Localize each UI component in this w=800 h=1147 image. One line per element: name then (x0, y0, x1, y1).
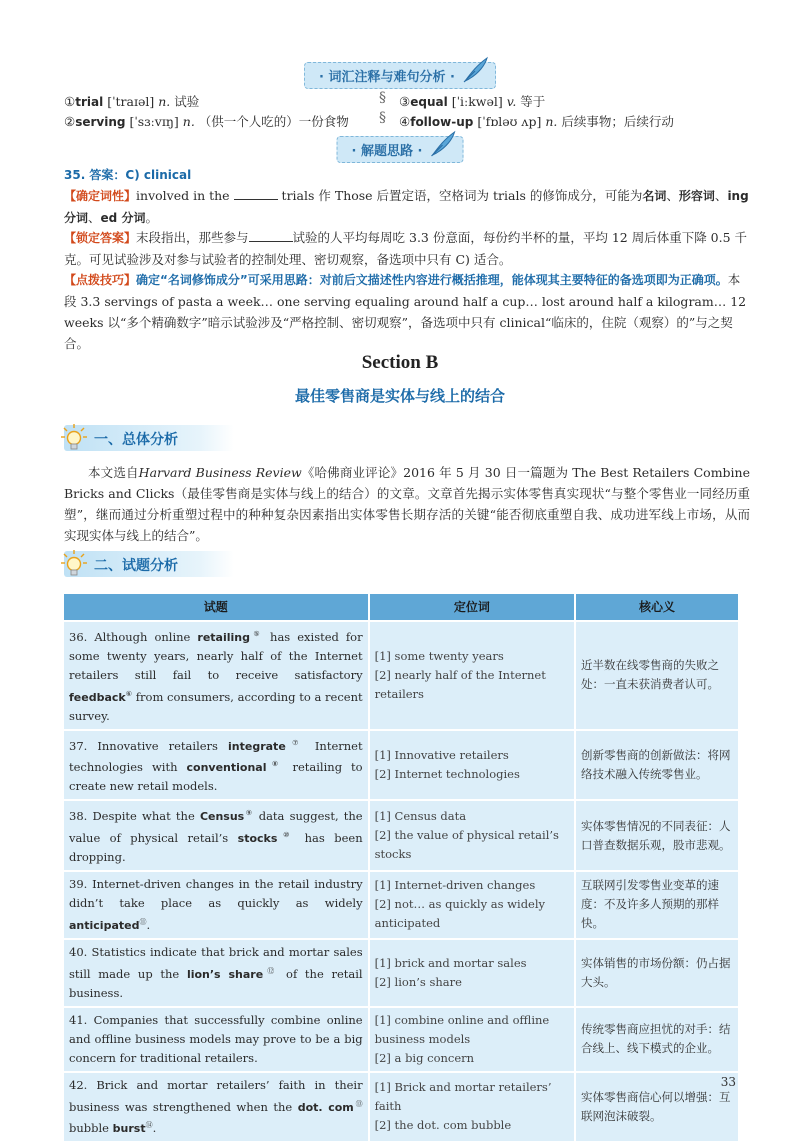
question-text: has existed for some twenty years, nearly half of the Internet retailers still fail to receive satisfactory (69, 629, 363, 682)
lightbulb-icon (60, 549, 88, 579)
vocab-keyword: Census (199, 810, 245, 824)
binding-icon: § (379, 90, 386, 106)
core-meaning-cell: 实体零售商信心何以增强：互联网泡沫破裂。 (575, 1072, 739, 1143)
locator-item: [2] a big concern (374, 1050, 475, 1065)
question-cell (63, 800, 369, 871)
question-text: bubble (69, 1121, 113, 1136)
note-marker: ⑫ (263, 966, 279, 975)
text: 、 (714, 188, 728, 203)
locator-cell (369, 800, 575, 871)
core-meaning-cell: 实体零售情况的不同表征：人口普查数据乐观，股市悲观。 (575, 800, 739, 871)
vocab-banner (304, 62, 496, 89)
vocab-entry (64, 112, 349, 130)
locator-item: [1] combine online and offline business models (374, 1012, 550, 1046)
note-marker: ⑤ (249, 630, 264, 638)
overview-paragraph (64, 462, 750, 546)
answer-line (64, 164, 750, 186)
core-meaning-cell: 创新零售商的创新做法：将网络技术融入传统零售业。 (575, 730, 739, 801)
blank-line (234, 187, 278, 200)
locator-item: [2] nearly half of the Internet retailers (374, 667, 546, 701)
text: trials 作 Those 后置定语，空格词为 trials 的修饰成分，可能为 (281, 188, 643, 203)
text: 试验的人平均每周吃 3.3 份意面，每份约半杯的量，平均 12 周后体重下降 0.5 千克。可见试验涉及对参与试验者的控制处理、密切观察，备选项中只有 C) 适合。 (64, 230, 748, 267)
question-text: 40. Statistics indicate that brick and mortar sales still made up the (69, 944, 363, 981)
analysis-table (62, 592, 740, 1143)
locator-cell (369, 730, 575, 801)
solution-banner (337, 136, 464, 163)
col-header-question: 试题 (63, 593, 369, 621)
question-text: data suggest, the value of physical retail’s (69, 809, 363, 845)
note-marker: ⑧ (266, 760, 284, 769)
text: 本段 3.3 servings of pasta a week… one serving equaling around half a cup… lost around half a kilogram… 12 weeks 以“多个精确数字”暗示试验涉及“严格控制、密切观察”，备选项中只有 clinical“临床的，住院（观察）的”与之契合。 (64, 272, 747, 351)
keyword: ed 分词 (100, 211, 146, 225)
vocab-keyword: anticipated (69, 918, 140, 932)
vocab-pos: n. (545, 114, 558, 129)
question-cell (63, 1007, 369, 1072)
solution-banner-label: · 解题思路 · (351, 144, 423, 159)
vocab-pos: v. (506, 94, 517, 109)
section-subtitle: 最佳零售商是实体与线上的结合 (294, 387, 505, 405)
locator-item: [2] the dot. com bubble (374, 1118, 512, 1133)
question-text: . (152, 1121, 157, 1136)
vocab-phonetic: [ˈtraɪəl] (107, 94, 155, 109)
question-text: 39. Internet-driven changes in the retail industry didn’t take place as quickly as widely (69, 876, 363, 910)
text: 、 (666, 188, 679, 203)
question-text: . (146, 917, 151, 932)
question-cell (63, 1072, 369, 1143)
vocab-keyword: retailing (197, 630, 250, 644)
locator-item: [1] Brick and mortar retailers’ faith (374, 1080, 552, 1114)
locator-item: [2] not… as quickly as widely anticipated (374, 897, 546, 931)
keyword: 名词 (642, 189, 667, 203)
note-marker: ⑥ (125, 689, 133, 698)
vocab-phonetic: [ˈfɒləʊ ʌp] (477, 114, 542, 129)
feather-icon (461, 55, 491, 85)
col-header-core: 核心义 (575, 593, 739, 621)
locator-item: [2] Internet technologies (374, 766, 520, 781)
table-header-row (63, 593, 739, 621)
table-row (63, 939, 739, 1007)
heading-questions (64, 551, 234, 577)
vocab-keyword: integrate (228, 739, 286, 753)
vocab-row (64, 92, 744, 110)
question-text: 42. Brick and mortar retailers’ faith in their business was strengthened when the (69, 1077, 363, 1114)
vocab-keyword: dot. com (297, 1100, 354, 1114)
vocab-word: follow-up (410, 115, 474, 129)
locator-item: [2] lion’s share (374, 974, 462, 989)
vocab-keyword: burst (112, 1122, 146, 1136)
core-meaning-cell: 近半数在线零售商的失败之处：一直未获消费者认可。 (575, 621, 739, 730)
question-text: of the retail business. (69, 966, 363, 1000)
question-text: 37. Innovative retailers (69, 738, 229, 753)
keyword: ing 分词 (64, 189, 749, 225)
col-header-locator: 定位词 (369, 593, 575, 621)
question-cell (63, 871, 369, 939)
question-text: 38. Despite what the (69, 809, 200, 824)
vocab-word: trial (75, 95, 104, 109)
question-text: 41. Companies that successfully combine online and offline business models may prove to be a big concern for traditional retailers. (69, 1012, 363, 1065)
vocab-entry (399, 92, 545, 110)
question-text: Internet technologies with (69, 738, 363, 775)
tag-label: 【点拨技巧】 (64, 273, 137, 287)
core-meaning-cell: 互联网引发零售业变革的速度：不及许多人预期的那样快。 (575, 871, 739, 939)
table-row (63, 730, 739, 801)
locator-item: [1] some twenty years (374, 648, 504, 663)
text: 本文选自 (88, 465, 139, 480)
heading-overview (64, 425, 234, 451)
core-meaning-cell: 传统零售商应担忧的对手：结合线上、线下模式的企业。 (575, 1007, 739, 1072)
note-marker: ⑭ (145, 1121, 153, 1130)
locator-item: [1] brick and mortar sales (374, 955, 527, 970)
vocab-phonetic: [ˈsɜːvɪŋ] (129, 114, 179, 129)
core-meaning-cell: 实体销售的市场份额：仍占据大头。 (575, 939, 739, 1007)
note-marker: ⑦ (285, 738, 305, 747)
question-text: 36. Although online (69, 629, 198, 644)
analysis-lock (64, 227, 750, 270)
vocab-meaning: 等于 (520, 94, 546, 109)
locator-item: [1] Internet-driven changes (374, 878, 536, 893)
note-marker: ⑬ (353, 1099, 363, 1108)
locator-cell (369, 621, 575, 730)
feather-icon (428, 129, 458, 159)
tag-label: 【锁定答案】 (64, 231, 137, 245)
tip-bold: 确定“名词修饰成分”可采用思路：对前后文描述性内容进行概括推理，能体现其主要特征的备选项即为正确项。 (136, 273, 728, 287)
note-marker: ⑨ (244, 809, 254, 818)
vocab-row (64, 112, 744, 130)
vocab-num: ② (64, 114, 76, 129)
question-cell (63, 730, 369, 801)
tag-label: 【确定词性】 (64, 189, 137, 203)
vocab-pos: n. (158, 94, 171, 109)
vocab-meaning: （供一个人吃的）一份食物 (198, 114, 349, 129)
locator-cell (369, 1072, 575, 1143)
vocab-keyword: lion’s share (186, 967, 264, 981)
vocab-meaning: 后续事物；后续行动 (561, 114, 674, 129)
question-text: from consumers, according to a recent survey. (69, 689, 363, 723)
vocab-banner-label: · 词汇注释与难句分析 · (319, 70, 455, 85)
heading-questions-label: 二、试题分析 (94, 558, 178, 574)
journal-name: Harvard Business Review (138, 465, 302, 480)
text: 。 (145, 210, 158, 225)
vocab-entry (399, 112, 674, 130)
locator-item: [1] Census data (374, 809, 467, 824)
locator-cell (369, 1007, 575, 1072)
vocab-num: ③ (399, 94, 411, 109)
text: 、 (88, 210, 101, 225)
question-text: retailing to create new retail models. (69, 760, 363, 794)
table-row (63, 1007, 739, 1072)
vocab-keyword: feedback (69, 690, 126, 704)
locator-cell (369, 939, 575, 1007)
table-row (63, 800, 739, 871)
vocab-meaning: 试验 (174, 94, 200, 109)
text: 《哈佛商业评论》2016 年 5 月 30 日一篇题为 The Best Retailers Combine Bricks and Clicks（最佳零售商是实体与线上的结合）的文章。文章首先揭示实体零售真实现状“与整个零售业一同经历重塑”，继而通过分析重塑过程中的种种复杂因素指出实体零售长期存活的关键“能否彻底重塑自我、成功进军线上市场，从而实现实体与线上的结合”。 (64, 465, 750, 543)
vocab-num: ① (64, 94, 76, 109)
section-title: Section B (361, 352, 439, 373)
note-marker: ⑪ (139, 917, 147, 926)
question-cell (63, 621, 369, 730)
vocab-word: equal (410, 95, 448, 109)
question-text: has been dropping. (69, 830, 363, 864)
note-marker: ⑩ (277, 831, 296, 840)
table-row (63, 871, 739, 939)
vocab-word: serving (75, 115, 126, 129)
locator-item: [2] the value of physical retail’s stocks (374, 828, 559, 862)
text: 末段指出，那些参与 (136, 230, 249, 245)
blank-line (249, 229, 293, 242)
locator-item: [1] Innovative retailers (374, 747, 509, 762)
binding-icon: § (379, 110, 386, 126)
question-cell (63, 939, 369, 1007)
keyword: 形容词 (678, 189, 715, 203)
page-number: 33 (720, 1075, 736, 1089)
analysis-pos (64, 185, 750, 229)
heading-overview-label: 一、总体分析 (94, 432, 178, 448)
table-row (63, 621, 739, 730)
locator-cell (369, 871, 575, 939)
vocab-pos: n. (182, 114, 195, 129)
lightbulb-icon (60, 423, 88, 453)
text: involved in the (136, 188, 230, 203)
vocab-phonetic: [ˈiːkwəl] (451, 94, 503, 109)
vocab-num: ④ (399, 114, 411, 129)
table-row (63, 1072, 739, 1143)
vocab-entry (64, 92, 199, 110)
analysis-tip (64, 269, 750, 354)
vocab-keyword: conventional (186, 761, 267, 775)
answer-text: 35. 答案：C) clinical (64, 168, 192, 182)
vocab-keyword: stocks (237, 831, 278, 845)
